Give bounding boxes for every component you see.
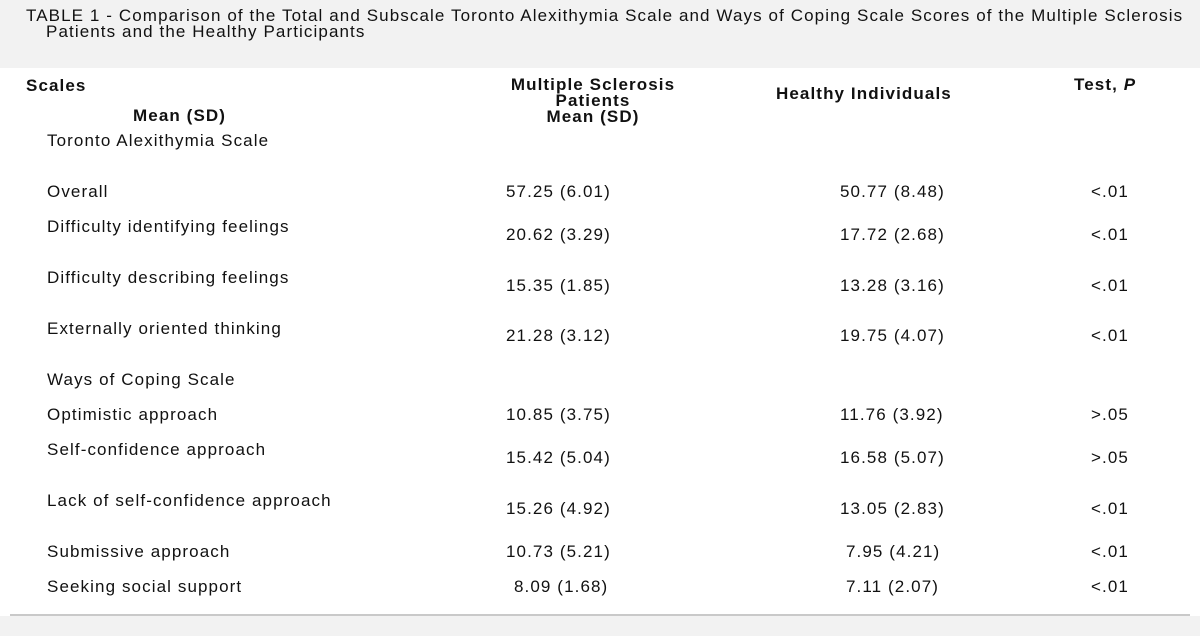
row-label: Externally oriented thinking [47, 319, 282, 338]
header-ms-line1: Multiple Sclerosis [510, 75, 676, 94]
header-test-p-italic: P [1123, 75, 1137, 94]
header-scales-mean-sd: Mean (SD) [133, 106, 227, 125]
row-p-value: >.05 [1091, 448, 1129, 467]
row-p-value: <.01 [1091, 182, 1129, 201]
table-caption: TABLE 1 - Comparison of the Total and Subscale Toronto Alexithymia Scale and Ways of Coping Scale Scores of the Multiple Sclerosis Patients and the Healthy Participants [26, 6, 1184, 41]
row-healthy-value: 13.05 (2.83) [840, 499, 945, 518]
table-caption-band [0, 0, 1200, 68]
row-ms-value: 10.73 (5.21) [506, 542, 611, 561]
row-p-value: <.01 [1091, 542, 1129, 561]
row-healthy-value: 7.11 (2.07) [846, 577, 940, 596]
row-ms-value: 20.62 (3.29) [506, 225, 611, 244]
row-ms-value: 8.09 (1.68) [514, 577, 609, 596]
row-healthy-value: 19.75 (4.07) [840, 326, 945, 345]
row-p-value: <.01 [1091, 225, 1129, 244]
section-tas: Toronto Alexithymia Scale [47, 131, 270, 150]
row-p-value: >.05 [1091, 405, 1129, 424]
row-p-value: <.01 [1091, 577, 1129, 596]
row-label: Difficulty identifying feelings [47, 217, 290, 236]
header-scales: Scales [26, 76, 87, 95]
row-label: Optimistic approach [47, 405, 219, 424]
header-ms-line2: Patients [555, 91, 631, 110]
section-wcs: Ways of Coping Scale [47, 370, 236, 389]
header-ms-line3: Mean (SD) [546, 107, 640, 126]
row-label: Lack of self-confidence approach [47, 491, 332, 510]
row-label: Submissive approach [47, 542, 231, 561]
row-ms-value: 57.25 (6.01) [506, 182, 611, 201]
row-ms-value: 21.28 (3.12) [506, 326, 611, 345]
row-label: Self-confidence approach [47, 440, 267, 459]
row-label: Seeking social support [47, 577, 243, 596]
header-healthy: Healthy Individuals [776, 84, 952, 103]
row-p-value: <.01 [1091, 499, 1129, 518]
row-healthy-value: 7.95 (4.21) [846, 542, 941, 561]
row-healthy-value: 11.76 (3.92) [840, 405, 944, 424]
row-ms-value: 15.42 (5.04) [506, 448, 611, 467]
row-label: Overall [47, 182, 109, 201]
row-healthy-value: 16.58 (5.07) [840, 448, 945, 467]
row-ms-value: 15.35 (1.85) [506, 276, 611, 295]
row-healthy-value: 50.77 (8.48) [840, 182, 945, 201]
footer-band [0, 616, 1200, 636]
row-ms-value: 10.85 (3.75) [506, 405, 611, 424]
row-label: Difficulty describing feelings [47, 268, 290, 287]
row-healthy-value: 13.28 (3.16) [840, 276, 945, 295]
row-ms-value: 15.26 (4.92) [506, 499, 611, 518]
row-p-value: <.01 [1091, 326, 1129, 345]
header-test-p: Test, P [1074, 75, 1137, 94]
row-healthy-value: 17.72 (2.68) [840, 225, 945, 244]
row-p-value: <.01 [1091, 276, 1129, 295]
